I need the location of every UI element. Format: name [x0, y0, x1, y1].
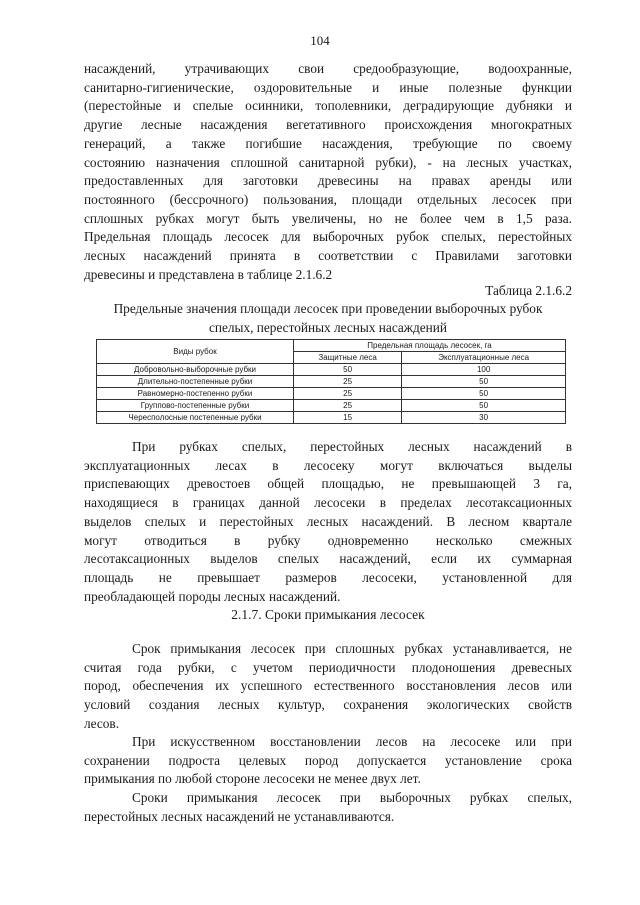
- table-caption: [84, 300, 572, 337]
- cell-cutting-type: Добровольно-выборочные рубки: [97, 364, 294, 376]
- section-heading: 2.1.7. Сроки примыкания лесосек: [231, 607, 425, 622]
- text-line: преобладающей породы лесных насаждений.: [84, 588, 341, 604]
- text-line: примыкания по любой стороне лесосеки не менее двух лет.: [84, 771, 421, 787]
- table-row: [97, 388, 566, 400]
- text-line: Срок примыкания лесосек при сплошных рубках устанавливается, не: [132, 641, 572, 656]
- text-line: состоянию назначения сплошной санитарной рубки), - на лесных участках,: [84, 154, 572, 170]
- cell-exploitation-value: 50: [402, 376, 566, 388]
- table-row: [97, 400, 566, 412]
- table-header-row: [97, 340, 566, 352]
- cell-protective-value: 50: [294, 364, 402, 376]
- text-line: сохранении подроста целевых пород допускается установление срока: [84, 752, 572, 768]
- text-line: постоянного (бессрочного) пользования, площади отдельных лесосек при: [84, 191, 572, 207]
- page-number: 104: [310, 33, 330, 48]
- table-caption-line: Предельные значения площади лесосек при проведении выборочных рубок: [113, 301, 543, 316]
- header-cell-area-limit: Предельная площадь лесосек, га: [294, 340, 566, 352]
- text-line: лесных насаждений принята в соответствии с Правилами заготовки: [84, 248, 572, 264]
- cell-exploitation-value: 50: [402, 400, 566, 412]
- text-line: древесины и представлена в таблице 2.1.6.2: [84, 266, 333, 282]
- text-line: лесотаксационных выделов спелых насаждений, если их суммарная: [84, 551, 572, 567]
- cell-cutting-type: Чересполосные постепенные рубки: [97, 412, 294, 424]
- text-line: считая года рубки, с учетом периодичности плодоношения древесных: [84, 659, 572, 675]
- header-cell-protective: Защитные леса: [294, 352, 402, 364]
- artificial-regeneration-paragraph: [84, 733, 572, 789]
- adjacent-stands-paragraph: [84, 438, 572, 606]
- header-cell-exploitation: Эксплуатационные леса: [402, 352, 566, 364]
- cell-protective-value: 25: [294, 376, 402, 388]
- intro-paragraph: [84, 60, 572, 284]
- text-line: санитарно-гигиенические, оздоровительные и иные полезные функции: [84, 79, 572, 95]
- text-line: лесов.: [84, 715, 120, 731]
- text-line: предоставленных для заготовки древесины на правах аренды или: [84, 173, 572, 189]
- table-caption-line: спелых, перестойных лесных насаждений: [209, 319, 447, 335]
- text-line: сплошных рубках могут быть увеличены, но не более чем в 1,5 раза.: [84, 210, 572, 226]
- text-line: приспевающих древостоев общей площадью, не превышающей 3 га,: [84, 476, 572, 492]
- header-cell-cutting-types: Виды рубок: [97, 340, 294, 364]
- cell-cutting-type: Равномерно-постепенно рубки: [97, 388, 294, 400]
- cell-exploitation-value: 50: [402, 388, 566, 400]
- cell-exploitation-value: 100: [402, 364, 566, 376]
- text-line: перестойных лесных насаждений не устанавливаются.: [84, 808, 395, 824]
- table-label: Таблица 2.1.6.2: [485, 283, 572, 298]
- text-line: При рубках спелых, перестойных лесных насаждений в: [132, 439, 572, 454]
- text-line: условий создания лесных культур, сохранения экологических свойств: [84, 697, 572, 713]
- text-line: находящиеся в границах данной лесосеки в пределах лесотаксационных: [84, 495, 572, 511]
- table-row: [97, 376, 566, 388]
- adjacency-period-paragraph: [84, 640, 572, 734]
- text-line: другие лесные насаждения вегетативного происхождения многократных: [84, 117, 572, 133]
- text-line: При искусственном восстановлении лесов на лесосеке или при: [132, 734, 572, 749]
- text-line: генераций, а также погибшие насаждения, требующие по своему: [84, 135, 572, 151]
- text-line: насаждений, утрачивающих свои средообразующие, водоохранные,: [84, 61, 572, 76]
- table-row: [97, 364, 566, 376]
- cell-protective-value: 25: [294, 388, 402, 400]
- selective-cutting-paragraph: [84, 789, 572, 826]
- table-row: [97, 412, 566, 424]
- text-line: могут отводиться в рубку одновременно несколько смежных: [84, 532, 572, 548]
- cell-exploitation-value: 30: [402, 412, 566, 424]
- text-line: Сроки примыкания лесосек при выборочных рубках спелых,: [132, 790, 572, 805]
- cell-cutting-type: Длительно-постепенные рубки: [97, 376, 294, 388]
- cell-protective-value: 25: [294, 400, 402, 412]
- cell-cutting-type: Группово-постепенные рубки: [97, 400, 294, 412]
- text-line: Предельная площадь лесосек для выборочных рубок спелых, перестойных: [84, 229, 572, 245]
- text-line: (перестойные и спелые осинники, тополевники, деградирующие дубняки и: [84, 98, 572, 114]
- text-line: пород, обеспечения их успешного естественного восстановления лесов или: [84, 678, 572, 694]
- text-line: выделов спелых и перестойных лесных насаждений. В лесном квартале: [84, 513, 572, 529]
- text-line: эксплуатационных лесах в лесосеку могут включаться выделы: [84, 457, 572, 473]
- text-line: площадь не превышает размеров лесосеки, установленной для: [84, 569, 572, 585]
- cell-protective-value: 15: [294, 412, 402, 424]
- cutting-area-limits-table: [96, 339, 566, 424]
